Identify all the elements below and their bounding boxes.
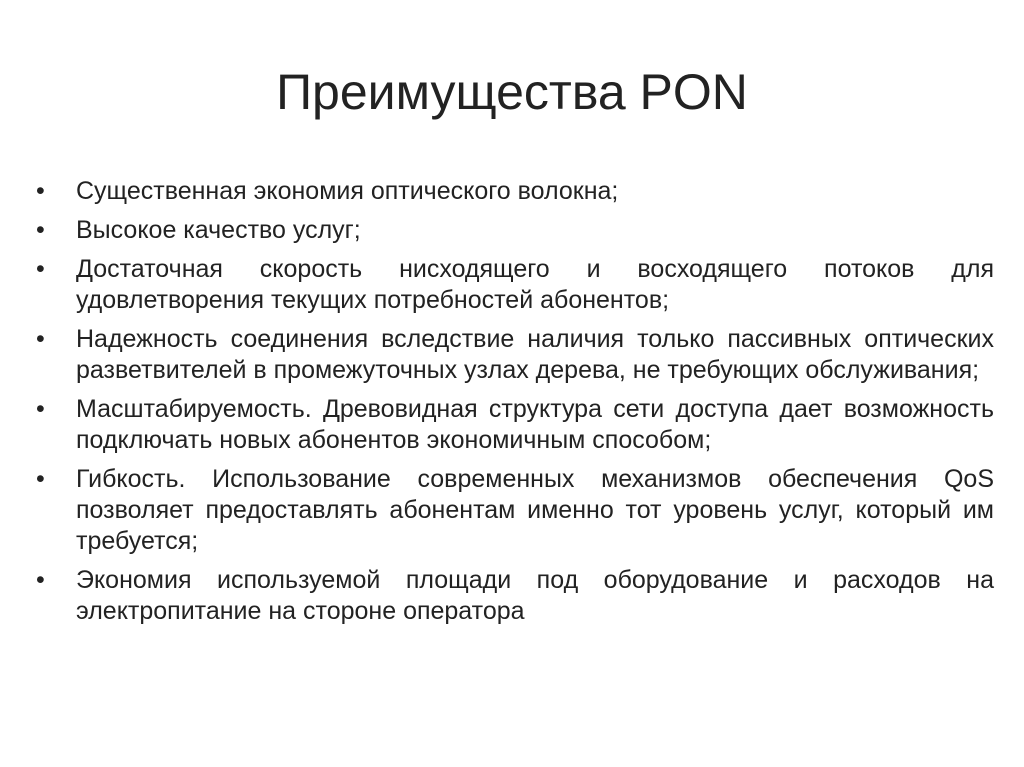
bullet-text: Масштабируемость. Древовидная структура сети доступа дает возможность подключать новых абонентов экономичным способом; — [76, 395, 994, 454]
bullet-marker: • — [36, 216, 45, 244]
bullet-marker: • — [36, 255, 45, 283]
bullet-text: Надежность соединения вследствие наличия только пассивных оптических разветвителей в промежуточных узлах дерева, не требующих обслуживания; — [76, 325, 994, 384]
bullet-item — [36, 254, 994, 316]
bullet-item — [36, 565, 994, 627]
slide-title: Преимущества PON — [276, 64, 748, 120]
bullet-text: Экономия используемой площади под оборудование и расходов на электропитание на стороне оператора — [76, 566, 994, 625]
bullet-marker: • — [36, 465, 45, 493]
bullet-marker: • — [36, 325, 45, 353]
bullet-item — [36, 176, 994, 207]
bullet-marker: • — [36, 395, 45, 423]
bullet-text: Существенная экономия оптического волокна; — [76, 177, 619, 205]
bullet-list — [36, 176, 994, 635]
bullet-marker: • — [36, 566, 45, 594]
bullet-text: Высокое качество услуг; — [76, 216, 361, 244]
bullet-marker: • — [36, 177, 45, 205]
bullet-item — [36, 324, 994, 386]
bullet-item — [36, 464, 994, 557]
bullet-text: Гибкость. Использование современных механизмов обеспечения QoS позволяет предоставлять абонентам именно тот уровень услуг, который им требуется; — [76, 465, 994, 555]
bullet-text: Достаточная скорость нисходящего и восходящего потоков для удовлетворения текущих потребностей абонентов; — [76, 255, 994, 314]
bullet-item — [36, 215, 994, 246]
bullet-item — [36, 394, 994, 456]
